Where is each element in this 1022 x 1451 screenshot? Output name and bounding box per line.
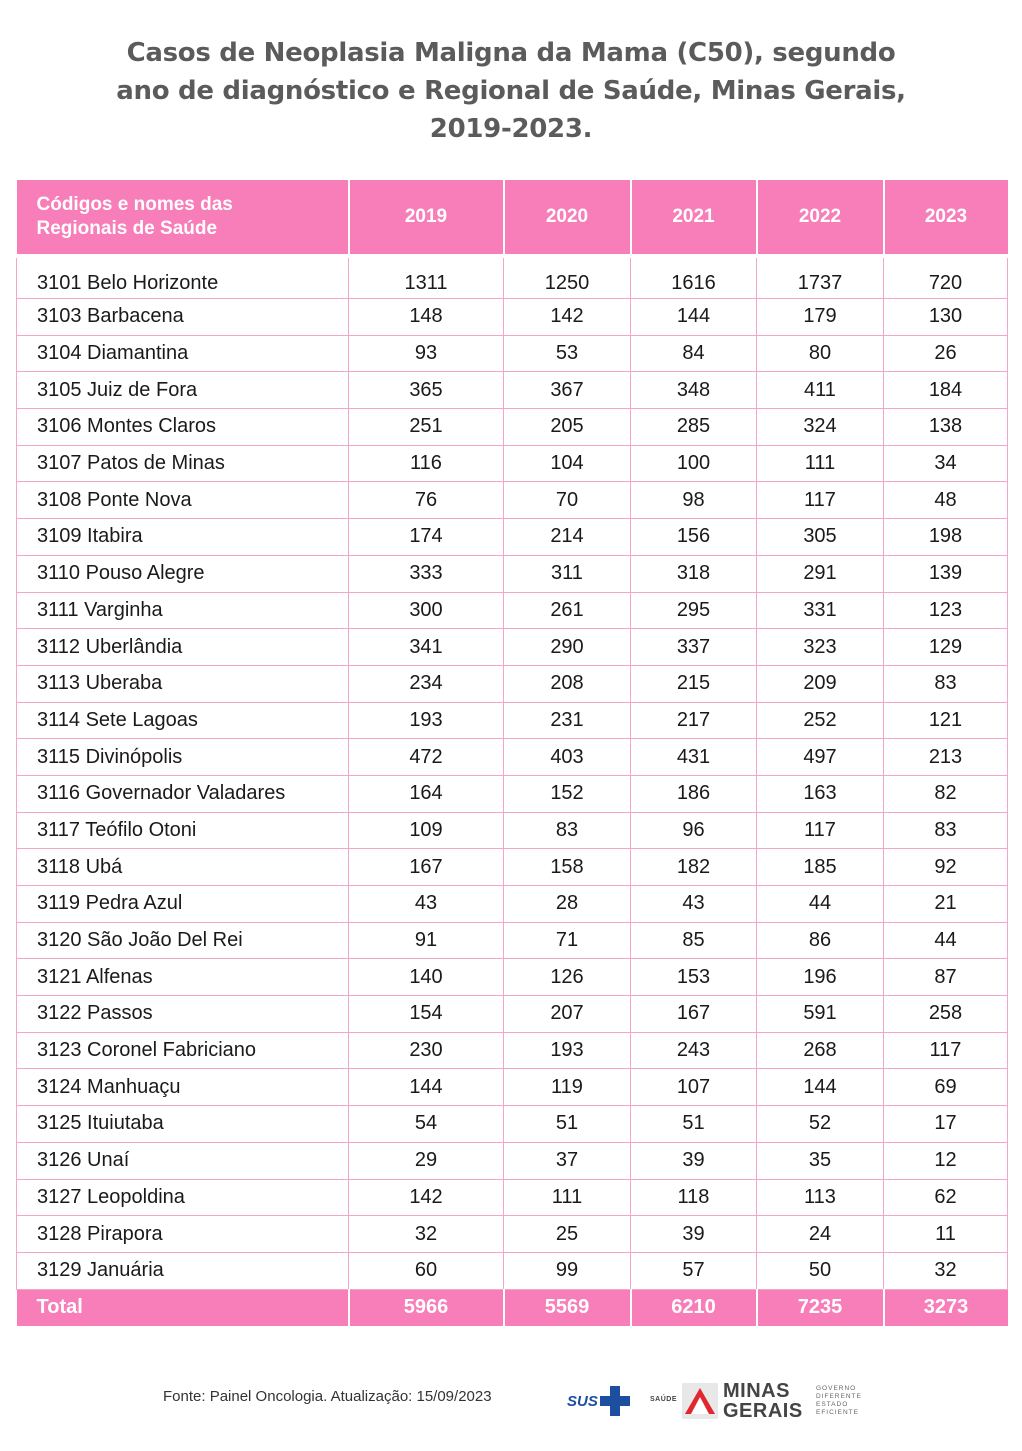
region-cell: 3117 Teófilo Otoni <box>17 812 349 849</box>
table-row <box>17 1106 1008 1143</box>
table-row <box>17 849 1008 886</box>
value-cell-2020: 104 <box>504 445 631 482</box>
value-cell-2023: 26 <box>884 335 1008 372</box>
value-cell-2020: 119 <box>504 1069 631 1106</box>
value-cell-2021: 186 <box>631 775 757 812</box>
value-cell-2021: 85 <box>631 922 757 959</box>
value-cell-2019: 154 <box>349 996 504 1033</box>
value-cell-2021: 84 <box>631 335 757 372</box>
table-row <box>17 886 1008 923</box>
cases-table <box>16 180 1008 1326</box>
minas-gerais-wordmark <box>723 1381 803 1421</box>
sus-cross-icon <box>600 1386 630 1416</box>
total-2019: 5966 <box>349 1289 504 1326</box>
table-row <box>17 1032 1008 1069</box>
value-cell-2022: 86 <box>757 922 884 959</box>
header-year-2019: 2019 <box>349 180 504 256</box>
title-line-1: Casos de Neoplasia Maligna da Mama (C50), segundo <box>126 38 896 68</box>
mg-tagline <box>816 1385 862 1417</box>
value-cell-2019: 174 <box>349 519 504 556</box>
value-cell-2023: 21 <box>884 886 1008 923</box>
value-cell-2020: 25 <box>504 1216 631 1253</box>
total-row <box>17 1289 1008 1326</box>
value-cell-2021: 318 <box>631 555 757 592</box>
value-cell-2020: 158 <box>504 849 631 886</box>
value-cell-2022: 185 <box>757 849 884 886</box>
table-row <box>17 702 1008 739</box>
header-region-line-2: Regionais de Saúde <box>36 218 218 239</box>
region-cell: 3127 Leopoldina <box>17 1179 349 1216</box>
value-cell-2020: 311 <box>504 555 631 592</box>
region-cell: 3109 Itabira <box>17 519 349 556</box>
header-region-line-1: Códigos e nomes das <box>36 194 233 215</box>
mg-tagline-4: EFICIENTE <box>816 1409 859 1416</box>
value-cell-2020: 99 <box>504 1252 631 1289</box>
table-row <box>17 482 1008 519</box>
header-region <box>17 180 349 256</box>
value-cell-2021: 243 <box>631 1032 757 1069</box>
value-cell-2019: 230 <box>349 1032 504 1069</box>
region-cell: 3128 Pirapora <box>17 1216 349 1253</box>
value-cell-2019: 43 <box>349 886 504 923</box>
value-cell-2022: 252 <box>757 702 884 739</box>
value-cell-2021: 39 <box>631 1142 757 1179</box>
value-cell-2023: 129 <box>884 629 1008 666</box>
value-cell-2023: 139 <box>884 555 1008 592</box>
value-cell-2019: 167 <box>349 849 504 886</box>
value-cell-2021: 182 <box>631 849 757 886</box>
minas-gerais-triangle-icon <box>682 1383 718 1419</box>
table-row <box>17 1069 1008 1106</box>
value-cell-2019: 341 <box>349 629 504 666</box>
value-cell-2022: 591 <box>757 996 884 1033</box>
value-cell-2021: 51 <box>631 1106 757 1143</box>
region-cell: 3126 Unaí <box>17 1142 349 1179</box>
value-cell-2023: 17 <box>884 1106 1008 1143</box>
title-line-3: 2019-2023. <box>429 114 593 144</box>
value-cell-2021: 167 <box>631 996 757 1033</box>
value-cell-2022: 305 <box>757 519 884 556</box>
value-cell-2019: 142 <box>349 1179 504 1216</box>
page-title <box>60 34 962 148</box>
value-cell-2021: 295 <box>631 592 757 629</box>
region-cell: 3112 Uberlândia <box>17 629 349 666</box>
value-cell-2021: 337 <box>631 629 757 666</box>
value-cell-2019: 93 <box>349 335 504 372</box>
region-cell: 3107 Patos de Minas <box>17 445 349 482</box>
value-cell-2020: 193 <box>504 1032 631 1069</box>
value-cell-2023: 69 <box>884 1069 1008 1106</box>
value-cell-2019: 333 <box>349 555 504 592</box>
value-cell-2021: 98 <box>631 482 757 519</box>
total-2023: 3273 <box>884 1289 1008 1326</box>
value-cell-2021: 153 <box>631 959 757 996</box>
table-header-row <box>17 180 1008 256</box>
saude-label: SAÚDE <box>650 1396 678 1403</box>
table-row <box>17 739 1008 776</box>
table-row <box>17 335 1008 372</box>
region-cell: 3120 São João Del Rei <box>17 922 349 959</box>
value-cell-2020: 142 <box>504 299 631 336</box>
sus-logo <box>567 1383 630 1419</box>
value-cell-2022: 144 <box>757 1069 884 1106</box>
value-cell-2023: 138 <box>884 409 1008 446</box>
table-row <box>17 1252 1008 1289</box>
value-cell-2019: 109 <box>349 812 504 849</box>
value-cell-2021: 144 <box>631 299 757 336</box>
value-cell-2020: 231 <box>504 702 631 739</box>
value-cell-2021: 43 <box>631 886 757 923</box>
value-cell-2022: 163 <box>757 775 884 812</box>
value-cell-2023: 44 <box>884 922 1008 959</box>
value-cell-2021: 431 <box>631 739 757 776</box>
value-cell-2019: 164 <box>349 775 504 812</box>
table-row <box>17 1216 1008 1253</box>
value-cell-2021: 1616 <box>631 256 757 299</box>
value-cell-2020: 37 <box>504 1142 631 1179</box>
table-row <box>17 775 1008 812</box>
value-cell-2019: 60 <box>349 1252 504 1289</box>
value-cell-2021: 118 <box>631 1179 757 1216</box>
value-cell-2020: 83 <box>504 812 631 849</box>
value-cell-2019: 472 <box>349 739 504 776</box>
value-cell-2022: 117 <box>757 812 884 849</box>
region-cell: 3121 Alfenas <box>17 959 349 996</box>
region-cell: 3105 Juiz de Fora <box>17 372 349 409</box>
value-cell-2019: 251 <box>349 409 504 446</box>
value-cell-2020: 290 <box>504 629 631 666</box>
region-cell: 3123 Coronel Fabriciano <box>17 1032 349 1069</box>
value-cell-2020: 207 <box>504 996 631 1033</box>
value-cell-2023: 184 <box>884 372 1008 409</box>
header-year-2021: 2021 <box>631 180 757 256</box>
mg-line-1: MINAS <box>723 1380 790 1402</box>
value-cell-2021: 57 <box>631 1252 757 1289</box>
value-cell-2022: 111 <box>757 445 884 482</box>
value-cell-2019: 300 <box>349 592 504 629</box>
value-cell-2023: 82 <box>884 775 1008 812</box>
value-cell-2020: 71 <box>504 922 631 959</box>
table-row <box>17 409 1008 446</box>
region-cell: 3108 Ponte Nova <box>17 482 349 519</box>
region-cell: 3111 Varginha <box>17 592 349 629</box>
region-cell: 3124 Manhuaçu <box>17 1069 349 1106</box>
value-cell-2020: 1250 <box>504 256 631 299</box>
value-cell-2023: 87 <box>884 959 1008 996</box>
value-cell-2020: 111 <box>504 1179 631 1216</box>
value-cell-2021: 100 <box>631 445 757 482</box>
value-cell-2023: 121 <box>884 702 1008 739</box>
total-2020: 5569 <box>504 1289 631 1326</box>
value-cell-2023: 83 <box>884 665 1008 702</box>
table-row <box>17 1142 1008 1179</box>
table-row <box>17 519 1008 556</box>
value-cell-2020: 205 <box>504 409 631 446</box>
value-cell-2020: 152 <box>504 775 631 812</box>
value-cell-2019: 91 <box>349 922 504 959</box>
table-row <box>17 299 1008 336</box>
value-cell-2019: 144 <box>349 1069 504 1106</box>
region-cell: 3110 Pouso Alegre <box>17 555 349 592</box>
value-cell-2019: 54 <box>349 1106 504 1143</box>
value-cell-2019: 148 <box>349 299 504 336</box>
region-cell: 3125 Ituiutaba <box>17 1106 349 1143</box>
table-row <box>17 445 1008 482</box>
value-cell-2022: 1737 <box>757 256 884 299</box>
region-cell: 3101 Belo Horizonte <box>17 256 349 299</box>
table-row <box>17 1179 1008 1216</box>
value-cell-2023: 123 <box>884 592 1008 629</box>
value-cell-2021: 348 <box>631 372 757 409</box>
value-cell-2022: 117 <box>757 482 884 519</box>
value-cell-2022: 196 <box>757 959 884 996</box>
value-cell-2019: 234 <box>349 665 504 702</box>
region-cell: 3119 Pedra Azul <box>17 886 349 923</box>
value-cell-2022: 324 <box>757 409 884 446</box>
value-cell-2019: 193 <box>349 702 504 739</box>
value-cell-2023: 12 <box>884 1142 1008 1179</box>
value-cell-2021: 96 <box>631 812 757 849</box>
value-cell-2022: 209 <box>757 665 884 702</box>
value-cell-2022: 331 <box>757 592 884 629</box>
value-cell-2022: 113 <box>757 1179 884 1216</box>
table-row <box>17 629 1008 666</box>
value-cell-2023: 48 <box>884 482 1008 519</box>
value-cell-2020: 51 <box>504 1106 631 1143</box>
value-cell-2019: 365 <box>349 372 504 409</box>
value-cell-2023: 720 <box>884 256 1008 299</box>
region-cell: 3116 Governador Valadares <box>17 775 349 812</box>
table-row <box>17 922 1008 959</box>
value-cell-2022: 44 <box>757 886 884 923</box>
value-cell-2023: 130 <box>884 299 1008 336</box>
value-cell-2023: 198 <box>884 519 1008 556</box>
value-cell-2020: 126 <box>504 959 631 996</box>
table-row <box>17 372 1008 409</box>
region-cell: 3114 Sete Lagoas <box>17 702 349 739</box>
mg-tagline-1: GOVERNO <box>816 1385 857 1392</box>
value-cell-2023: 32 <box>884 1252 1008 1289</box>
region-cell: 3115 Divinópolis <box>17 739 349 776</box>
table-row <box>17 256 1008 299</box>
sus-logo-text: SUS <box>567 1392 598 1410</box>
value-cell-2021: 107 <box>631 1069 757 1106</box>
value-cell-2021: 285 <box>631 409 757 446</box>
mg-line-2: GERAIS <box>723 1400 803 1422</box>
value-cell-2020: 53 <box>504 335 631 372</box>
value-cell-2019: 76 <box>349 482 504 519</box>
value-cell-2023: 213 <box>884 739 1008 776</box>
value-cell-2023: 11 <box>884 1216 1008 1253</box>
value-cell-2022: 323 <box>757 629 884 666</box>
value-cell-2019: 29 <box>349 1142 504 1179</box>
total-2022: 7235 <box>757 1289 884 1326</box>
value-cell-2023: 92 <box>884 849 1008 886</box>
value-cell-2021: 215 <box>631 665 757 702</box>
value-cell-2022: 411 <box>757 372 884 409</box>
table-row <box>17 996 1008 1033</box>
value-cell-2019: 140 <box>349 959 504 996</box>
value-cell-2023: 117 <box>884 1032 1008 1069</box>
title-line-2: ano de diagnóstico e Regional de Saúde, Minas Gerais, <box>116 76 906 106</box>
region-cell: 3113 Uberaba <box>17 665 349 702</box>
header-year-2020: 2020 <box>504 180 631 256</box>
value-cell-2019: 116 <box>349 445 504 482</box>
value-cell-2021: 39 <box>631 1216 757 1253</box>
region-cell: 3122 Passos <box>17 996 349 1033</box>
value-cell-2020: 70 <box>504 482 631 519</box>
value-cell-2021: 156 <box>631 519 757 556</box>
value-cell-2023: 258 <box>884 996 1008 1033</box>
total-label: Total <box>17 1289 349 1326</box>
table-body <box>17 256 1008 1289</box>
mg-tagline-2: DIFERENTE <box>816 1393 862 1400</box>
value-cell-2023: 34 <box>884 445 1008 482</box>
value-cell-2020: 208 <box>504 665 631 702</box>
value-cell-2020: 367 <box>504 372 631 409</box>
value-cell-2022: 268 <box>757 1032 884 1069</box>
value-cell-2022: 24 <box>757 1216 884 1253</box>
region-cell: 3118 Ubá <box>17 849 349 886</box>
value-cell-2023: 83 <box>884 812 1008 849</box>
value-cell-2020: 214 <box>504 519 631 556</box>
value-cell-2020: 403 <box>504 739 631 776</box>
value-cell-2020: 28 <box>504 886 631 923</box>
value-cell-2022: 52 <box>757 1106 884 1143</box>
table-row <box>17 592 1008 629</box>
region-cell: 3103 Barbacena <box>17 299 349 336</box>
table-row <box>17 812 1008 849</box>
value-cell-2019: 32 <box>349 1216 504 1253</box>
header-year-2022: 2022 <box>757 180 884 256</box>
value-cell-2019: 1311 <box>349 256 504 299</box>
header-year-2023: 2023 <box>884 180 1008 256</box>
value-cell-2021: 217 <box>631 702 757 739</box>
value-cell-2022: 179 <box>757 299 884 336</box>
source-note: Fonte: Painel Oncologia. Atualização: 15/09/2023 <box>163 1388 492 1405</box>
total-2021: 6210 <box>631 1289 757 1326</box>
value-cell-2022: 50 <box>757 1252 884 1289</box>
region-cell: 3106 Montes Claros <box>17 409 349 446</box>
table-row <box>17 959 1008 996</box>
value-cell-2022: 497 <box>757 739 884 776</box>
region-cell: 3129 Januária <box>17 1252 349 1289</box>
table-row <box>17 555 1008 592</box>
region-cell: 3104 Diamantina <box>17 335 349 372</box>
value-cell-2022: 80 <box>757 335 884 372</box>
value-cell-2020: 261 <box>504 592 631 629</box>
mg-tagline-3: ESTADO <box>816 1401 849 1408</box>
value-cell-2022: 291 <box>757 555 884 592</box>
table-row <box>17 665 1008 702</box>
value-cell-2023: 62 <box>884 1179 1008 1216</box>
value-cell-2022: 35 <box>757 1142 884 1179</box>
